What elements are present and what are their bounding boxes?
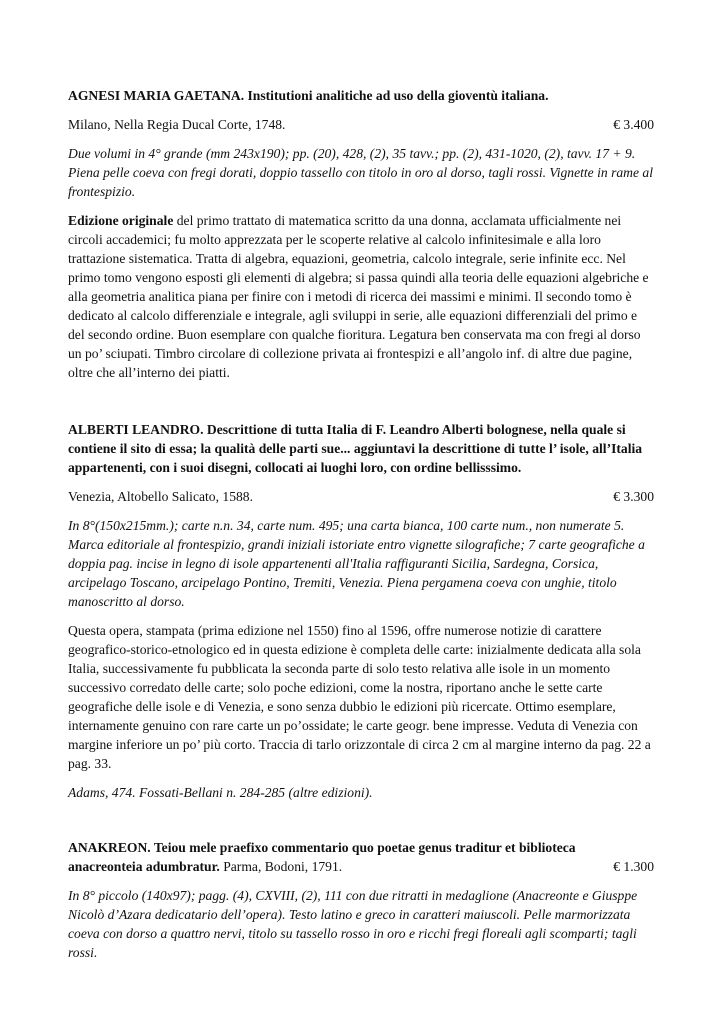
price: € 1.300	[613, 859, 654, 874]
entry-notes	[68, 211, 654, 382]
physical-description: Due volumi in 4° grande (mm 243x190); pp. (20), 428, (2), 35 tavv.; pp. (2), 431-1020, (2), tavv. 17 + 9. Piena pelle coeva con fregi dorati, doppio tassello con titolo in oro al dorso, tagli rossi. Vignette in rame al frontespizio.	[68, 146, 653, 199]
catalog-page	[68, 86, 654, 972]
publication-row	[68, 487, 654, 506]
publication-row	[68, 115, 654, 134]
catalog-entry-agnesi	[68, 86, 654, 382]
catalog-entry-alberti	[68, 420, 654, 802]
notes-paragraph	[68, 211, 654, 382]
entry-heading: ALBERTI LEANDRO. Descrittione di tutta Italia di F. Leandro Alberti bolognese, nella quale si contiene il sito di essa; la qualità delle parti sue... aggiuntavi la descrittione di tutte l’ isole, all’Italia appartenenti, con i suoi disegni, collocati ai luoghi loro, con ordine bellisssimo.	[68, 422, 643, 475]
entry-heading: AGNESI MARIA GAETANA. Institutioni analitiche ad uso della gioventù italiana.	[68, 88, 549, 103]
publication-info: Parma, Bodoni, 1791.	[219, 859, 343, 874]
publication-info: Milano, Nella Regia Ducal Corte, 1748.	[68, 117, 286, 132]
notes-bold-lead: Edizione originale	[68, 213, 174, 228]
physical-description: In 8°(150x215mm.); carte n.n. 34, carte num. 495; una carta bianca, 100 carte num., non numerate 5. Marca editoriale al frontespizio, grandi iniziali istoriate entro vignette silografiche; 7 carte geografiche a doppia pag. incise in legno di isole appartenenti all'Italia raffiguranti Sicilia, Sardegna, Corsica, arcipelago Toscano, arcipelago Pontino, Tremiti, Venezia. Piena pergamena coeva con unghie, titolo manoscritto al dorso.	[68, 518, 645, 609]
notes-text: del primo trattato di matematica scritto da una donna, acclamata ufficialmente nei circoli accademici; fu molto apprezzata per le scoperte relative al calcolo infinitesimale e alla loro trattazione sistematica. Tratta di algebra, equazioni, geometria, calcolo integrale, serie infinite ecc. Nel primo tomo vengono esposti gli elementi di algebra; si passa quindi alla teoria delle equazioni algebriche e alla geometria analitica piana per finire con i metodi di ricerca dei massimi e minimi. Il secondo tomo è dedicato al calcolo differenziale e integrale, agli sviluppi in serie, alle equazioni differenziali del primo e del secondo ordine. Buon esemplare con qualche fioritura. Legatura ben conservata ma con fregi al dorso un po’ sciupati. Timbro circolare di collezione privata ai frontespizi e all’angolo inf. di altre due pagine, oltre che all’interno dei piatti.	[68, 213, 649, 380]
heading-row	[68, 838, 654, 876]
catalog-entry-anakreon	[68, 838, 654, 962]
entry-heading: ANAKREON. Teiou mele praefixo commentario quo poetae genus traditur et biblioteca anacreonteia adumbratur.	[68, 840, 576, 874]
price: € 3.400	[613, 117, 654, 132]
heading-block	[68, 838, 601, 876]
notes-paragraph: Questa opera, stampata (prima edizione nel 1550) fino al 1596, offre numerose notizie di carattere geografico-storico-etnologico ed in questa edizione è completa delle carte: inizialmente dedicata alla sola Italia, successivamente fu pubblicata la seconda parte di solo testo relativa alle isole in un momento successivo corredato delle carte; solo poche edizioni, come la nostra, riportano anche le sette carte geografiche delle isole e di Venezia, e sono senza dubbio le edizioni più ricercate. Ottimo esemplare, internamente genuino con rare carte un po’ossidate; le carte geogr. bene impresse. Veduta di Venezia con margine inferiore un po’ più corto. Traccia di tarlo orizzontale di circa 2 cm al margine interno da pag. 22 a pag. 33.	[68, 623, 651, 771]
physical-description: In 8° piccolo (140x97); pagg. (4), CXVIII, (2), 111 con due ritratti in medaglione (Anacreonte e Giusppe Nicolò d’Azara dedicatario dell’opera). Testo latino e greco in caratteri maiuscoli. Pelle marmorizzata coeva con dorso a quattro nervi, titolo su tassello rosso in oro e ricchi fregi floreali agli scomparti; tagli rossi.	[68, 888, 638, 960]
bibliography: Adams, 474. Fossati-Bellani n. 284-285 (altre edizioni).	[68, 785, 373, 800]
price: € 3.300	[613, 489, 654, 504]
entry-notes	[68, 621, 654, 773]
publication-info: Venezia, Altobello Salicato, 1588.	[68, 489, 253, 504]
